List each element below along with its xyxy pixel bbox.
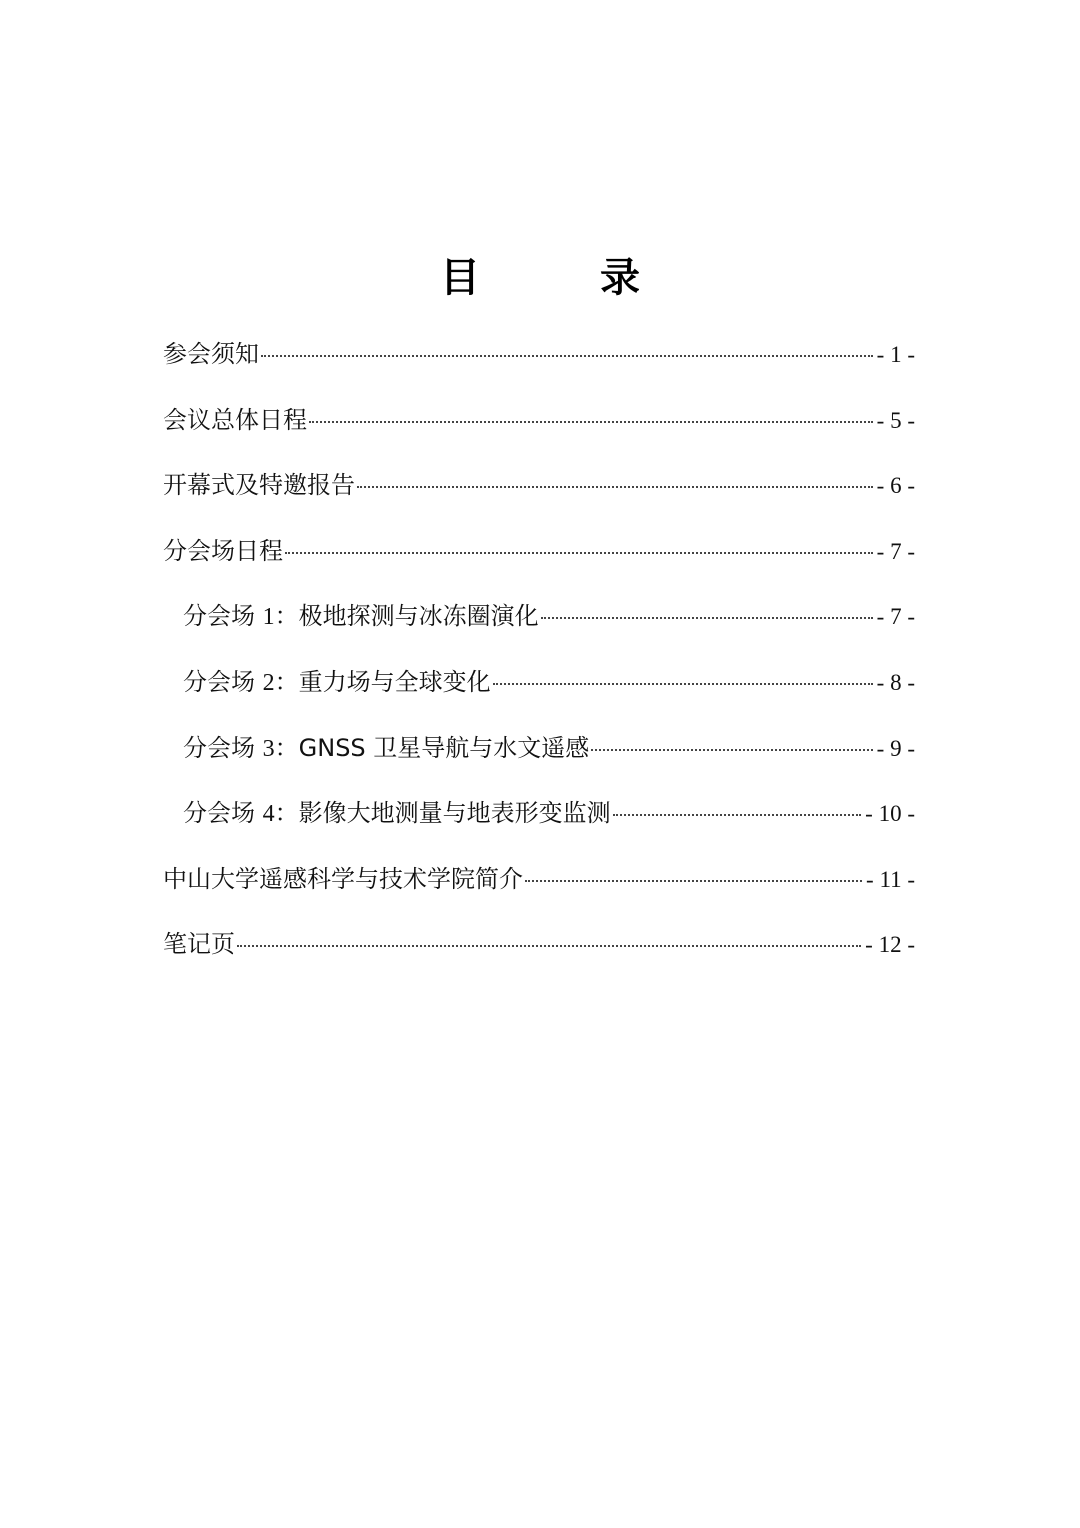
toc-entry[interactable] [163,849,915,915]
toc-entry-page: - 10 - [865,801,915,827]
dot-leader [613,814,862,816]
toc-entry[interactable] [163,914,915,980]
toc-entry-page: - 8 - [876,669,915,695]
session-title: ：极地探测与冰冻圈演化 [274,602,539,631]
toc-entry-text: 中山大学遥感科学与技术学院简介 [163,864,523,893]
session-title: ：GNSS 卫星导航与水文遥感 [274,733,590,762]
toc-subentry[interactable] [163,718,915,784]
dot-leader [285,552,873,554]
toc-entry-page: - 6 - [876,473,915,499]
session-prefix: 分会场 [183,733,263,762]
toc-subentry[interactable] [163,586,915,652]
session-prefix: 分会场 [183,667,263,696]
dot-leader [261,355,873,357]
dot-leader [525,880,862,882]
toc-entry[interactable] [163,521,915,587]
toc-subentry[interactable] [163,783,915,849]
toc-entry-page: - 7 - [876,604,915,630]
toc-title: 目 录 [440,254,680,301]
toc-entry[interactable] [163,324,915,390]
toc-entry-page: - 1 - [876,342,915,367]
toc-entry-text: 会议总体日程 [163,405,307,434]
table-of-contents [163,324,915,980]
dot-leader [357,486,873,488]
dot-leader [493,683,873,685]
toc-entry-text [183,718,589,779]
session-prefix: 分会场 [183,799,263,828]
toc-subentry[interactable] [163,652,915,718]
toc-entry-page: - 7 - [876,538,915,564]
toc-entry[interactable] [163,390,915,456]
dot-leader [237,945,861,947]
toc-entry-text: 分会场日程 [163,536,283,565]
session-number: 3 [262,735,275,762]
session-number: 2 [262,669,275,696]
toc-entry-page: - 12 - [865,932,915,958]
session-prefix: 分会场 [183,602,263,631]
toc-entry-text: 开幕式及特邀报告 [163,471,355,500]
toc-entry-text [183,652,491,713]
dot-leader [309,421,873,423]
dot-leader [591,749,872,751]
toc-entry-page: - 5 - [876,407,915,433]
toc-entry-page: - 9 - [876,735,915,761]
toc-entry-page: - 11 - [866,866,915,892]
toc-entry[interactable] [163,455,915,521]
toc-entry-text: 参会须知 [163,340,259,368]
dot-leader [541,617,873,619]
toc-entry-text [183,586,539,647]
toc-entry-text [183,783,611,844]
session-number: 4 [262,801,275,828]
session-number: 1 [262,604,275,631]
session-title: ：重力场与全球变化 [274,667,491,696]
toc-entry-text: 笔记页 [163,930,235,959]
session-title: ：影像大地测量与地表形变监测 [274,799,611,828]
